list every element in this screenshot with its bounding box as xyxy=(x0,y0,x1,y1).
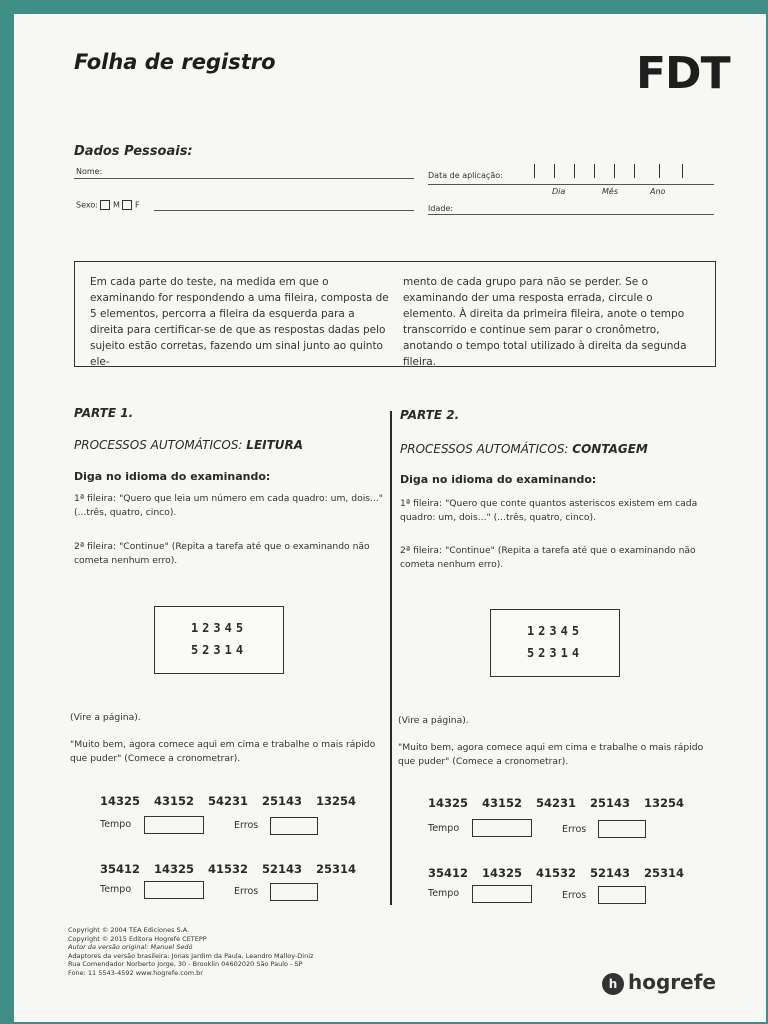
part2-erros1-field[interactable] xyxy=(598,820,646,838)
part1-erros1-field[interactable] xyxy=(270,817,318,835)
part1-tempo1-label: Tempo xyxy=(100,819,132,830)
sex-f-checkbox[interactable] xyxy=(122,200,132,210)
part2-muito-bem: "Muito bem, agora comece aqui em cima e trabalhe o mais rápido que puder" (Comece a cronometrar). xyxy=(398,742,704,767)
brand-fdt: FDT xyxy=(636,48,730,99)
part2-fileira2: 2ª fileira: "Continue" (Repita a tarefa até que o examinando não cometa nenhum erro). xyxy=(400,545,696,570)
part2-tempo1-field[interactable] xyxy=(472,819,532,837)
month-label: Mês xyxy=(602,187,618,196)
part2-vire: (Vire a página). xyxy=(398,715,469,726)
part1-tempo1-field[interactable] xyxy=(144,816,204,834)
year-label: Ano xyxy=(650,187,666,196)
footer-line-2: Copyright © 2015 Editora Hogrefe CETEPP xyxy=(68,934,207,943)
footer-line-3: Autor da versão original: Manuel Sedó xyxy=(68,943,193,951)
part1-erros2-label: Erros xyxy=(234,886,259,897)
part1-vire: (Vire a página). xyxy=(70,712,141,723)
instructions-right: mento de cada grupo para não se perder. Se o examinando der uma resposta errada, circule o elemento. À direita da primeira fileira, anote o tempo transcorrido e continue sem parar o cronômetro, anotando o tempo total utilizado à direita da segunda fileira. xyxy=(403,276,687,368)
part1-process-name: LEITURA xyxy=(246,438,304,452)
part2-tempo2-field[interactable] xyxy=(472,885,532,903)
hogrefe-logo-icon: h xyxy=(602,973,624,995)
application-date-label: Data de aplicação: xyxy=(428,171,503,180)
part1-tempo2-field[interactable] xyxy=(144,881,204,899)
hogrefe-logo-text: hogrefe xyxy=(628,970,716,994)
name-label: Nome: xyxy=(76,167,103,176)
part2-example-box xyxy=(490,609,620,677)
part1-fileira2: 2ª fileira: "Continue" (Repita a tarefa até que o examinando não cometa nenhum erro). xyxy=(74,541,370,566)
part2-erros2-field[interactable] xyxy=(598,886,646,904)
sex-label: Sexo: xyxy=(76,200,98,210)
age-label: Idade: xyxy=(428,204,454,213)
footer-line-1: Copyright © 2004 TEA Ediciones S.A. xyxy=(68,926,190,934)
part2-diga: Diga no idioma do examinando: xyxy=(400,473,597,486)
part2-erros1-label: Erros xyxy=(562,824,587,835)
part2-process-prefix: PROCESSOS AUTOMÁTICOS: xyxy=(400,442,573,456)
part2-process-name: CONTAGEM xyxy=(572,442,648,456)
part1-process-prefix: PROCESSOS AUTOMÁTICOS: xyxy=(74,438,247,452)
part1-erros2-field[interactable] xyxy=(270,883,318,901)
instructions-left: Em cada parte do teste, na medida em que o examinando for respondendo a uma fileira, composta de 5 elementos, percorra a fileira da esquerda para a direita para certificar-se de que as respostas dadas pelo sujeito estão corretas, fazendo um sinal junto ao quinto ele- xyxy=(90,276,389,368)
part2-process xyxy=(400,442,648,456)
part1-row2: 35412 14325 41532 52143 25314 xyxy=(100,862,357,876)
sex-f-label: F xyxy=(135,200,140,210)
part2-example-line2: 52314 xyxy=(526,646,584,660)
hogrefe-logo xyxy=(602,970,716,995)
part1-example-box xyxy=(154,606,284,674)
part2-example-line1: 12345 xyxy=(526,624,584,638)
part1-muito-bem: "Muito bem, agora comece aqui em cima e trabalhe o mais rápido que puder" (Comece a cronometrar). xyxy=(70,739,376,764)
footer-line-6: Fone: 11 5543-4592 www.hogrefe.com.br xyxy=(68,968,203,977)
instructions-box xyxy=(74,261,716,367)
part2-row2: 35412 14325 41532 52143 25314 xyxy=(428,866,685,880)
part1-example-line1: 12345 xyxy=(190,621,248,635)
sex-m-label: M xyxy=(113,200,120,210)
part2-fileira1: 1ª fileira: "Quero que conte quantos asteriscos existem em cada quadro: um, dois..." (...três, quatro, cinco). xyxy=(400,498,698,523)
sex-field xyxy=(76,200,140,210)
personal-data-heading: Dados Pessoais: xyxy=(74,144,193,159)
footer-line-4: Adaptores da versão brasileira: Jonas Jardim da Paula, Leandro Malloy-Diniz xyxy=(68,951,314,960)
part2-erros2-label: Erros xyxy=(562,890,587,901)
part2-label: PARTE 2. xyxy=(400,408,460,422)
part1-tempo2-label: Tempo xyxy=(100,884,132,895)
part1-process xyxy=(74,438,303,452)
footer-line-5: Rua Comendador Norberto Jorge, 30 - Brooklin 04602020 São Paulo - SP xyxy=(68,960,303,968)
day-label: Dia xyxy=(552,187,566,196)
part1-example-line2: 52314 xyxy=(190,643,248,657)
part2-tempo1-label: Tempo xyxy=(428,823,460,834)
page-title: Folha de registro xyxy=(74,50,276,74)
sex-m-checkbox[interactable] xyxy=(100,200,110,210)
record-sheet-page xyxy=(14,14,766,1022)
part2-row1: 14325 43152 54231 25143 13254 xyxy=(428,796,685,810)
part1-label: PARTE 1. xyxy=(74,406,134,420)
copyright-footer xyxy=(68,926,388,977)
column-divider xyxy=(390,411,392,905)
part1-erros1-label: Erros xyxy=(234,820,259,831)
part1-row1: 14325 43152 54231 25143 13254 xyxy=(100,794,357,808)
part1-fileira1: 1ª fileira: "Quero que leia um número em cada quadro: um, dois..." (...três, quatro, cinco). xyxy=(74,493,384,518)
part1-diga: Diga no idioma do examinando: xyxy=(74,470,271,483)
part2-tempo2-label: Tempo xyxy=(428,888,460,899)
